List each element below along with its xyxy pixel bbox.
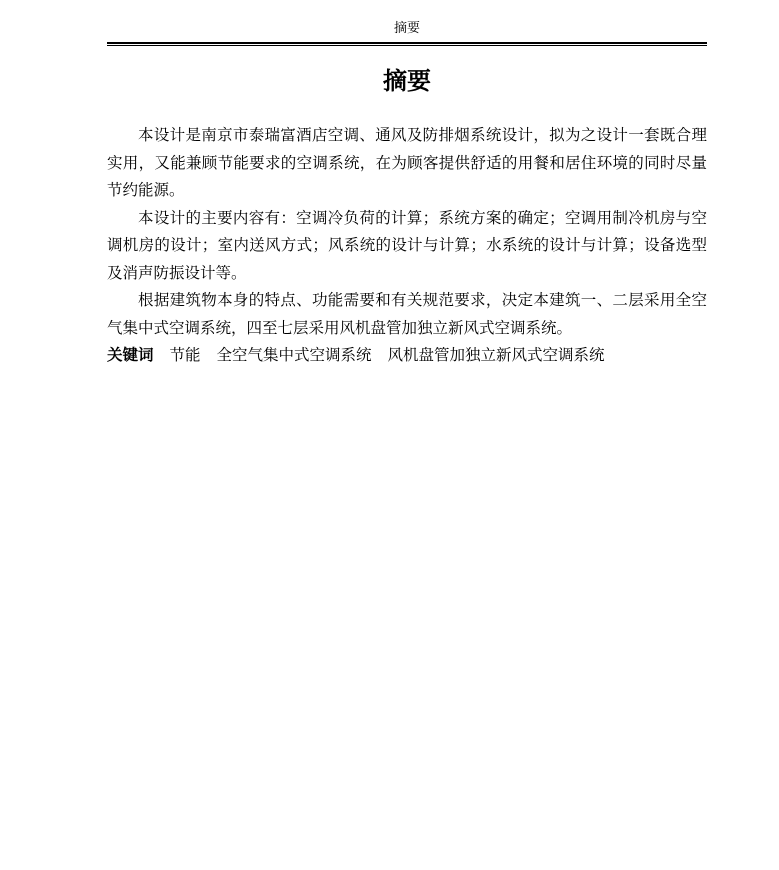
keyword-item: 风机盘管加独立新风式空调系统 [387,346,605,364]
abstract-paragraph-2: 本设计的主要内容有：空调冷负荷的计算；系统方案的确定；空调用制冷机房与空调机房的设计；室内送风方式；风系统的设计与计算；水系统的设计与计算；设备选型及消声防振设计等。 [107,208,707,282]
page-title: 摘要 [383,67,431,95]
keywords-line [107,342,707,370]
running-header: 摘要 [393,21,420,36]
keyword-item: 全空气集中式空调系统 [216,346,372,364]
abstract-paragraph-1: 本设计是南京市泰瑞富酒店空调、通风及防排烟系统设计，拟为之设计一套既合理实用，又能兼顾节能要求的空调系统，在为顾客提供舒适的用餐和居住环境的同时尽量节约能源。 [107,126,707,199]
keywords-label: 关键词 [107,346,154,364]
abstract-paragraph-3: 根据建筑物本身的特点、功能需要和有关规范要求，决定本建筑一、二层采用全空气集中式空调系统，四至七层采用风机盘管加独立新风式空调系统。 [107,291,707,337]
keyword-item: 节能 [169,346,201,364]
header-rule-thick [107,42,707,44]
abstract-body [107,122,707,370]
header-rule-thin [107,45,707,46]
